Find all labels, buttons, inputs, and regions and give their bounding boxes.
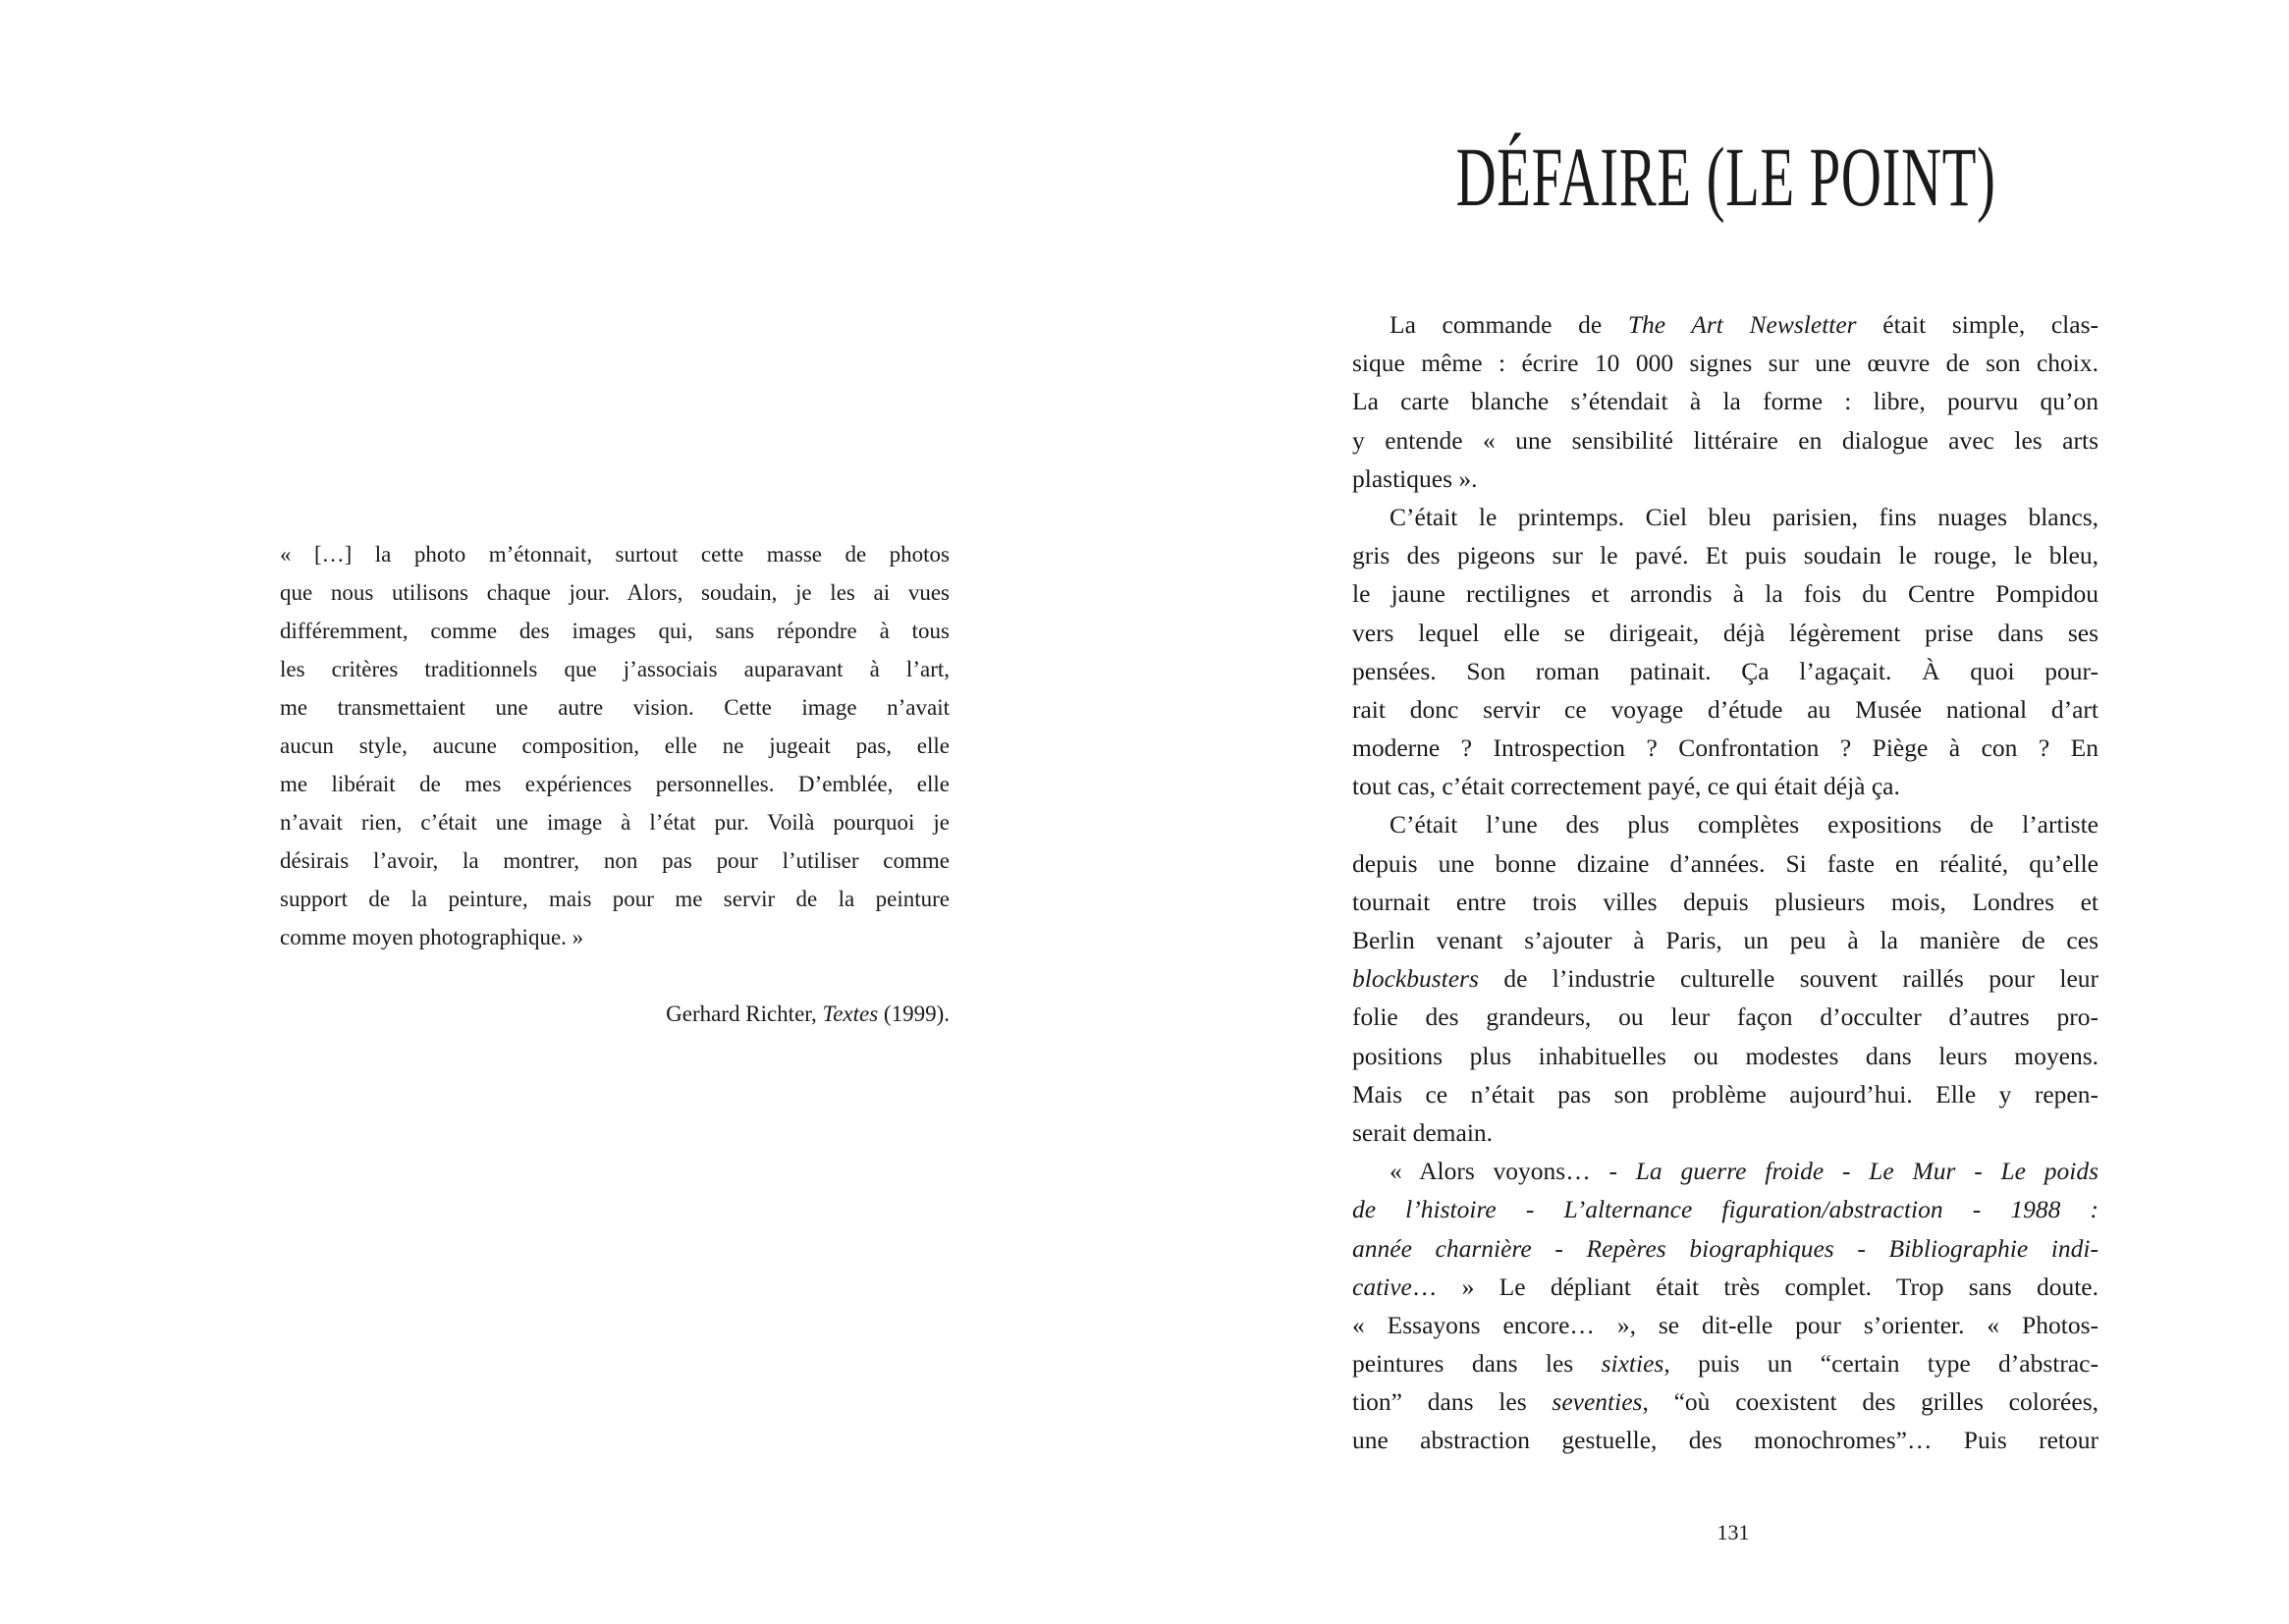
italic-text: année charnière bbox=[1352, 1233, 1532, 1263]
text-segment: C’était l’une des plus complètes expositions de l’artiste bbox=[1390, 810, 2098, 839]
text-segment: moderne ? Introspection ? Confrontation ? Piège à con ? En bbox=[1352, 733, 2098, 763]
body-line bbox=[1352, 921, 2098, 959]
text-segment: Berlin venant s’ajouter à Paris, un peu à la manière de ces bbox=[1352, 926, 2098, 954]
body-line bbox=[1352, 460, 2098, 498]
body-line bbox=[1352, 382, 2098, 420]
italic-text: cative bbox=[1352, 1272, 1412, 1301]
italic-text: Repères biographiques bbox=[1586, 1233, 1834, 1263]
page-number: 131 bbox=[1717, 1520, 1750, 1544]
body-line bbox=[1352, 421, 2098, 460]
attribution-author: Gerhard Richter, bbox=[666, 1001, 823, 1026]
text-segment: La commande de bbox=[1390, 310, 1628, 339]
body-line bbox=[1352, 344, 2098, 382]
quote-line: « […] la photo m’étonnait, surtout cette masse de photos bbox=[280, 542, 950, 567]
italic-text: 1988 : bbox=[2010, 1195, 2099, 1224]
body-line bbox=[1352, 652, 2098, 690]
left-page bbox=[0, 0, 1144, 1624]
text-segment: peintures dans les bbox=[1352, 1349, 1602, 1379]
text-segment: sique même : écrire 10 000 signes sur une œuvre de son choix. bbox=[1352, 349, 2098, 378]
body-line bbox=[1352, 883, 2098, 921]
epigraph-attribution bbox=[280, 995, 950, 1033]
italic-text: L’alternance figuration/abstraction bbox=[1563, 1195, 1943, 1224]
body-line bbox=[1352, 998, 2098, 1036]
body-line bbox=[1352, 1152, 2098, 1190]
italic-text: The Art Newsletter bbox=[1627, 310, 1857, 339]
body-line bbox=[1352, 1190, 2098, 1228]
body-line bbox=[1352, 959, 2098, 998]
text-segment: … » Le dépliant était très complet. Trop sans doute. bbox=[1411, 1272, 2098, 1301]
text-segment: rait donc servir ce voyage d’étude au Musée national d’art bbox=[1352, 694, 2098, 724]
chapter-title-text: DÉFAIRE (LE POINT) bbox=[1456, 130, 1996, 224]
quote-line: me libérait de mes expériences personnelles. D’emblée, elle bbox=[280, 772, 950, 796]
text-segment: plastiques ». bbox=[1352, 463, 1478, 493]
quote-line: différemment, comme des images qui, sans répondre à tous bbox=[280, 619, 950, 643]
text-segment: - bbox=[1942, 1195, 2011, 1224]
body-line bbox=[1352, 574, 2098, 613]
body-line bbox=[1352, 767, 2098, 805]
attribution-work: Textes bbox=[822, 1001, 879, 1026]
body-line bbox=[1352, 1306, 2098, 1344]
chapter-body bbox=[1352, 305, 2098, 1460]
text-segment: le jaune rectilignes et arrondis à la fois du Centre Pompidou bbox=[1352, 579, 2098, 609]
body-line bbox=[1352, 305, 2098, 344]
chapter-title bbox=[1144, 128, 2289, 226]
text-segment: y entende « une sensibilité littéraire en dialogue avec les arts bbox=[1352, 425, 2098, 455]
body-line bbox=[1352, 729, 2098, 767]
text-segment: , puis un “certain type d’abstrac- bbox=[1663, 1349, 2098, 1379]
text-segment: une abstraction gestuelle, des monochromes”… Puis retour bbox=[1352, 1426, 2098, 1455]
text-segment: tout cas, c’était correctement payé, ce qui était déjà ça. bbox=[1352, 772, 1900, 801]
text-segment: C’était le printemps. Ciel bleu parisien, fins nuages blancs, bbox=[1390, 502, 2098, 531]
quote-line: comme moyen photographique. » bbox=[280, 925, 584, 949]
text-segment: depuis une bonne dizaine d’années. Si faste en réalité, qu’elle bbox=[1352, 848, 2098, 878]
text-segment: La carte blanche s’étendait à la forme : libre, pourvu qu’on bbox=[1352, 387, 2098, 416]
body-line bbox=[1352, 1344, 2098, 1382]
text-segment: tournait entre trois villes depuis plusieurs mois, Londres et bbox=[1352, 887, 2098, 916]
body-line bbox=[1352, 498, 2098, 536]
text-segment: - bbox=[1496, 1195, 1564, 1224]
text-segment: - bbox=[1824, 1157, 1870, 1186]
text-segment: était simple, clas- bbox=[1856, 310, 2098, 339]
text-segment: Mais ce n’était pas son problème aujourd’hui. Elle y repen- bbox=[1352, 1079, 2098, 1109]
body-line bbox=[1352, 1113, 2098, 1152]
body-line bbox=[1352, 1037, 2098, 1075]
quote-line: support de la peinture, mais pour me servir de la peinture bbox=[280, 887, 950, 911]
body-line bbox=[1352, 805, 2098, 843]
quote-line: les critères traditionnels que j’associais auparavant à l’art, bbox=[280, 657, 950, 681]
italic-text: Le Mur bbox=[1869, 1157, 1956, 1186]
text-segment: folie des grandeurs, ou leur façon d’occulter d’autres pro- bbox=[1352, 1002, 2098, 1032]
text-segment: - bbox=[1955, 1157, 2001, 1186]
quote-line: n’avait rien, c’était une image à l’état pur. Voilà pourquoi je bbox=[280, 810, 950, 835]
italic-text: sixties bbox=[1601, 1349, 1664, 1379]
body-line bbox=[1352, 844, 2098, 883]
text-segment: tion” dans les bbox=[1352, 1387, 1553, 1417]
quote-line: aucun style, aucune composition, elle ne jugeait pas, elle bbox=[280, 733, 950, 758]
italic-text: Bibliographie indi- bbox=[1888, 1233, 2098, 1263]
text-segment: gris des pigeons sur le pavé. Et puis soudain le rouge, le bleu, bbox=[1352, 541, 2098, 570]
attribution-year: (1999). bbox=[878, 1001, 950, 1026]
body-line bbox=[1352, 614, 2098, 652]
quote-line: me transmettaient une autre vision. Cette image n’avait bbox=[280, 695, 950, 720]
body-line bbox=[1352, 690, 2098, 729]
text-segment: - bbox=[1531, 1233, 1587, 1263]
quote-line: désirais l’avoir, la montrer, non pas pour l’utiliser comme bbox=[280, 848, 950, 873]
body-line bbox=[1352, 536, 2098, 574]
text-segment: de l’industrie culturelle souvent raillés pour leur bbox=[1478, 964, 2098, 994]
epigraph-quote bbox=[280, 535, 950, 956]
text-segment: - bbox=[1833, 1233, 1889, 1263]
right-page bbox=[1144, 0, 2289, 1624]
text-segment: pensées. Son roman patinait. Ça l’agaçait. À quoi pour- bbox=[1352, 656, 2098, 685]
text-segment: « Essayons encore… », se dit-elle pour s’orienter. « Photos- bbox=[1352, 1310, 2098, 1339]
body-line bbox=[1352, 1382, 2098, 1421]
text-segment: « Alors voyons… - bbox=[1390, 1157, 1636, 1186]
body-line bbox=[1352, 1421, 2098, 1459]
italic-text: Le poids bbox=[2000, 1157, 2098, 1186]
body-line bbox=[1352, 1229, 2098, 1268]
body-line bbox=[1352, 1268, 2098, 1306]
text-segment: positions plus inhabituelles ou modestes dans leurs moyens. bbox=[1352, 1041, 2098, 1070]
italic-text: de l’histoire bbox=[1352, 1195, 1497, 1224]
text-segment: vers lequel elle se dirigeait, déjà légèrement prise dans ses bbox=[1352, 618, 2098, 647]
italic-text: seventies bbox=[1552, 1387, 1643, 1417]
text-segment: , “où coexistent des grilles colorées, bbox=[1642, 1387, 2098, 1417]
body-line bbox=[1352, 1075, 2098, 1113]
italic-text: blockbusters bbox=[1352, 964, 1479, 994]
quote-line: que nous utilisons chaque jour. Alors, soudain, je les ai vues bbox=[280, 580, 950, 605]
italic-text: La guerre froide bbox=[1635, 1157, 1825, 1186]
text-segment: serait demain. bbox=[1352, 1117, 1494, 1147]
